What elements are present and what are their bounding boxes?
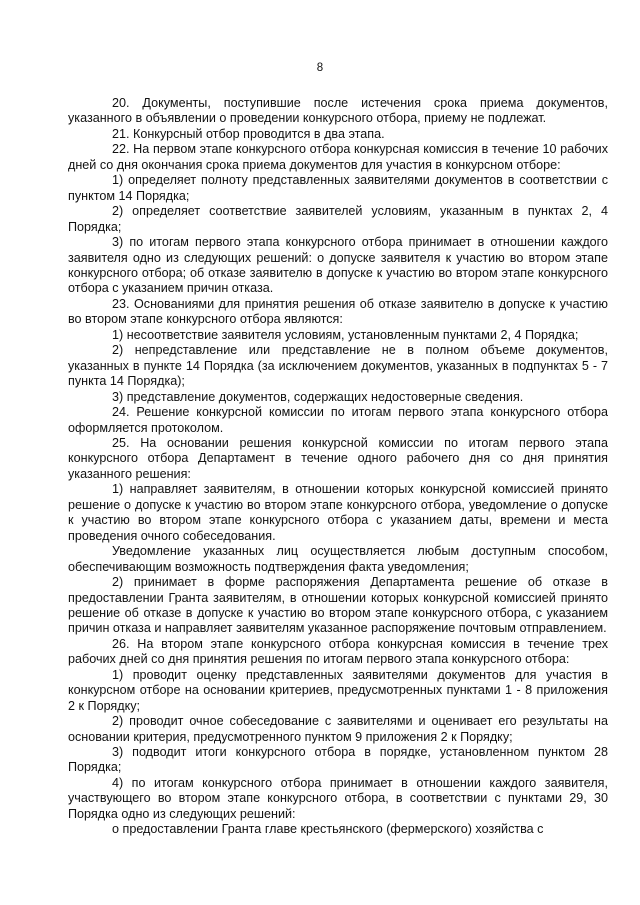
paragraph-25: 25. На основании решения конкурсной комиссии по итогам первого этапа конкурсного отбора Департамент в течение одного рабочего дня со дня принятия указанного решения: [68,435,608,481]
paragraph-25-item-2: 2) принимает в форме распоряжения Департамента решение об отказе в предоставлении Гранта заявителям, в отношении которых конкурсной комиссией принято решение об отказе в допуске к участию во втором этапе конкурсного отбора, с указанием причин отказа и направляет заявителям указанное распоряжение почтовым отправлением. [68,575,608,636]
paragraph-22-item-2: 2) определяет соответствие заявителей условиям, указанным в пунктах 2, 4 Порядка; [68,204,608,234]
paragraph-26-item-2: 2) проводит очное собеседование с заявителями и оценивает его результаты на основании критерия, предусмотренного пунктом 9 приложения 2 к Порядку; [68,714,608,744]
paragraph-21: 21. Конкурсный отбор проводится в два этапа. [112,126,385,141]
paragraph-26-item-4-option: о предоставлении Гранта главе крестьянского (фермерского) хозяйства с [112,822,544,837]
paragraph-20: 20. Документы, поступившие после истечения срока приема документов, указанного в объявлении о проведении конкурсного отбора, приему не подлежат. [68,96,608,126]
paragraph-22-item-1: 1) определяет полноту представленных заявителями документов в соответствии с пунктом 14 Порядка; [68,173,608,203]
paragraph-26-item-3: 3) подводит итоги конкурсного отбора в порядке, установленном пунктом 28 Порядка; [68,745,608,775]
page-number: 8 [316,62,324,74]
paragraph-25-notice: Уведомление указанных лиц осуществляется любым доступным способом, обеспечивающим возможность подтверждения факта уведомления; [68,544,608,574]
paragraph-26-item-1: 1) проводит оценку представленных заявителями документов для участия в конкурсном отборе на основании критериев, предусмотренных пунктами 1 - 8 приложения 2 к Порядку; [68,667,608,713]
paragraph-26-item-4: 4) по итогам конкурсного отбора принимает в отношении каждого заявителя, участвующего во втором этапе конкурсного отбора, в соответствии с пунктами 29, 30 Порядка одно из следующих решений: [68,775,608,821]
paragraph-23: 23. Основаниями для принятия решения об отказе заявителю в допуске к участию во втором этапе конкурсного отбора являются: [68,296,608,327]
paragraph-23-item-1: 1) несоответствие заявителя условиям, установленным пунктами 2, 4 Порядка; [112,327,579,342]
paragraph-22: 22. На первом этапе конкурсного отбора конкурсная комиссия в течение 10 рабочих дней со дня окончания срока приема документов для участия в конкурсном отборе: [68,142,608,172]
paragraph-24: 24. Решение конкурсной комиссии по итогам первого этапа конкурсного отбора оформляется протоколом. [68,405,608,435]
paragraph-22-item-3: 3) по итогам первого этапа конкурсного отбора принимает в отношении каждого заявителя одно из следующих решений: о допуске заявителя к участию во втором этапе конкурсного отбора; об отказе заявителю в допуске к участию во втором этапе конкурсного отбора с указанием причин отказа. [68,235,608,296]
document-body [68,96,608,838]
paragraph-26: 26. На втором этапе конкурсного отбора конкурсная комиссия в течение трех рабочих дней со дня принятия решения по итогам первого этапа конкурсного отбора: [68,636,608,667]
paragraph-23-item-3: 3) представление документов, содержащих недостоверные сведения. [112,389,524,404]
paragraph-25-item-1: 1) направляет заявителям, в отношении которых конкурсной комиссией принято решение о допуске к участию во втором этапе конкурсного отбора, уведомление о допуске к участию во втором этапе конкурсного отбора с указанием даты, времени и места проведения очного собеседования. [68,482,608,543]
paragraph-23-item-2: 2) непредставление или представление не в полном объеме документов, указанных в пункте 14 Порядка (за исключением документов, указанных в подпунктах 5 - 7 пункта 14 Порядка); [68,343,608,389]
